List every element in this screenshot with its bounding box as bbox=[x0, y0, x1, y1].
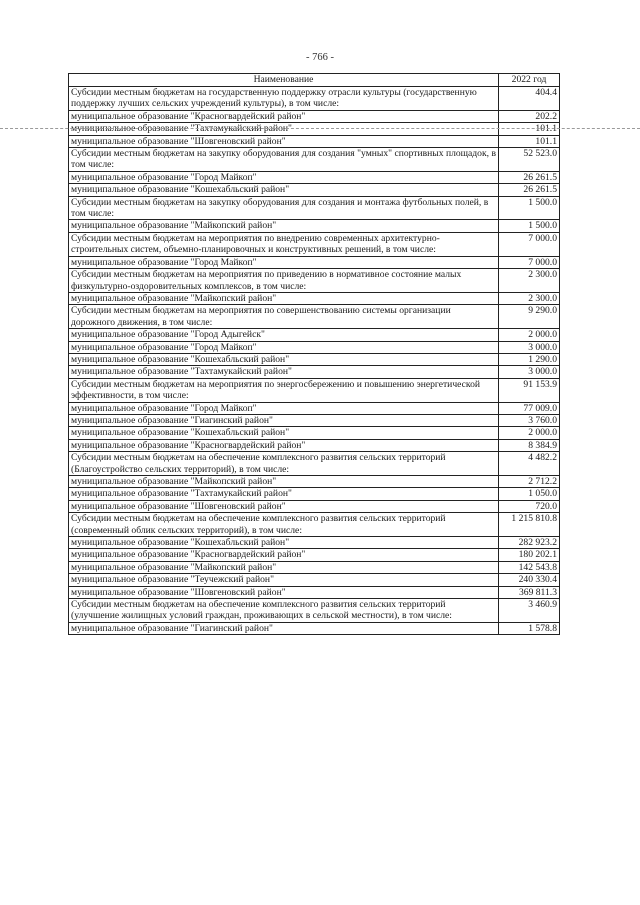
table-body bbox=[69, 87, 560, 635]
table-row bbox=[69, 305, 560, 329]
row-value-cell: 52 523.0 bbox=[499, 148, 560, 172]
table-row bbox=[69, 513, 560, 537]
row-name-cell: муниципальное образование "Майкопский район" bbox=[69, 476, 499, 488]
row-value-cell: 26 261.5 bbox=[499, 171, 560, 183]
table-row bbox=[69, 366, 560, 378]
row-name-cell: муниципальное образование "Майкопский район" bbox=[69, 220, 499, 232]
row-value-cell: 2 300.0 bbox=[499, 269, 560, 293]
table-row bbox=[69, 148, 560, 172]
row-name-cell: муниципальное образование "Майкопский район" bbox=[69, 292, 499, 304]
row-name-cell: муниципальное образование "Гиагинский район" bbox=[69, 622, 499, 634]
row-name-cell: муниципальное образование "Город Майкоп" bbox=[69, 256, 499, 268]
row-value-cell: 240 330.4 bbox=[499, 574, 560, 586]
row-value-cell: 720.0 bbox=[499, 500, 560, 512]
row-value-cell: 3 760.0 bbox=[499, 414, 560, 426]
table-row bbox=[69, 599, 560, 623]
table-row bbox=[69, 427, 560, 439]
row-value-cell: 180 202.1 bbox=[499, 549, 560, 561]
table-row bbox=[69, 269, 560, 293]
row-value-cell: 1 578.8 bbox=[499, 622, 560, 634]
scan-artifact-line bbox=[0, 128, 640, 129]
row-value-cell: 77 009.0 bbox=[499, 402, 560, 414]
row-value-cell: 3 000.0 bbox=[499, 366, 560, 378]
table-row bbox=[69, 341, 560, 353]
table-row bbox=[69, 476, 560, 488]
row-name-cell: Субсидии местным бюджетам на мероприятия по энергосбережению и повышению энергетической эффективности, в том числе: bbox=[69, 378, 499, 402]
row-value-cell: 4 482.2 bbox=[499, 452, 560, 476]
table-row bbox=[69, 561, 560, 573]
table-row bbox=[69, 622, 560, 634]
table-row bbox=[69, 220, 560, 232]
row-value-cell: 26 261.5 bbox=[499, 184, 560, 196]
row-name-cell: муниципальное образование "Кошехабльский район" bbox=[69, 537, 499, 549]
table-row bbox=[69, 292, 560, 304]
row-name-cell: муниципальное образование "Город Майкоп" bbox=[69, 171, 499, 183]
table-row bbox=[69, 135, 560, 147]
row-value-cell: 3 460.9 bbox=[499, 599, 560, 623]
row-name-cell: Субсидии местным бюджетам на закупку оборудования для создания "умных" спортивных площадок, в том числе: bbox=[69, 148, 499, 172]
row-value-cell: 369 811.3 bbox=[499, 586, 560, 598]
row-name-cell: Субсидии местным бюджетам на государственную поддержку отрасли культуры (государственную поддержку лучших сельских учреждений культуры), в том числе: bbox=[69, 87, 499, 111]
row-name-cell: муниципальное образование "Гиагинский район" bbox=[69, 414, 499, 426]
row-value-cell: 202.2 bbox=[499, 110, 560, 122]
row-name-cell: муниципальное образование "Город Майкоп" bbox=[69, 402, 499, 414]
row-value-cell: 2 000.0 bbox=[499, 329, 560, 341]
table-row bbox=[69, 110, 560, 122]
row-name-cell: муниципальное образование "Красногвардейский район" bbox=[69, 549, 499, 561]
row-value-cell: 404.4 bbox=[499, 87, 560, 111]
row-value-cell: 2 712.2 bbox=[499, 476, 560, 488]
row-name-cell: муниципальное образование "Город Адыгейск" bbox=[69, 329, 499, 341]
table-row bbox=[69, 414, 560, 426]
row-name-cell: Субсидии местным бюджетам на обеспечение комплексного развития сельских территорий (улучшение жилищных условий граждан, проживающих в сельской местности), в том числе: bbox=[69, 599, 499, 623]
row-value-cell: 1 050.0 bbox=[499, 488, 560, 500]
row-value-cell: 7 000.0 bbox=[499, 256, 560, 268]
row-name-cell: муниципальное образование "Шовгеновский район" bbox=[69, 500, 499, 512]
table-row bbox=[69, 549, 560, 561]
table-row bbox=[69, 537, 560, 549]
table-header-row bbox=[69, 74, 560, 87]
table-row bbox=[69, 586, 560, 598]
table-row bbox=[69, 256, 560, 268]
row-name-cell: Субсидии местным бюджетам на мероприятия по внедрению современных архитектурно-строительных систем, объемно-планировочных и конструктивных решений, в том числе: bbox=[69, 232, 499, 256]
table-row bbox=[69, 329, 560, 341]
table-row bbox=[69, 184, 560, 196]
row-name-cell: муниципальное образование "Кошехабльский район" bbox=[69, 353, 499, 365]
table-row bbox=[69, 196, 560, 220]
row-name-cell: Субсидии местным бюджетам на обеспечение комплексного развития сельских территорий (современный облик сельских территорий), в том числе: bbox=[69, 513, 499, 537]
row-name-cell: муниципальное образование "Красногвардейский район" bbox=[69, 439, 499, 451]
table-row bbox=[69, 378, 560, 402]
row-value-cell: 8 384.9 bbox=[499, 439, 560, 451]
row-name-cell: муниципальное образование "Майкопский район" bbox=[69, 561, 499, 573]
row-name-cell: муниципальное образование "Красногвардейский район" bbox=[69, 110, 499, 122]
table-row bbox=[69, 171, 560, 183]
page-number: - 766 - bbox=[306, 52, 334, 63]
row-value-cell: 2 000.0 bbox=[499, 427, 560, 439]
row-value-cell: 1 500.0 bbox=[499, 220, 560, 232]
table-row bbox=[69, 232, 560, 256]
table-row bbox=[69, 402, 560, 414]
table-row bbox=[69, 439, 560, 451]
row-value-cell: 2 300.0 bbox=[499, 292, 560, 304]
row-name-cell: муниципальное образование "Шовгеновский район" bbox=[69, 135, 499, 147]
row-name-cell: Субсидии местным бюджетам на закупку оборудования для создания и монтажа футбольных полей, в том числе: bbox=[69, 196, 499, 220]
row-value-cell: 142 543.8 bbox=[499, 561, 560, 573]
row-name-cell: муниципальное образование "Шовгеновский район" bbox=[69, 586, 499, 598]
row-value-cell: 7 000.0 bbox=[499, 232, 560, 256]
table-row bbox=[69, 574, 560, 586]
row-name-cell: муниципальное образование "Тахтамукайский район" bbox=[69, 123, 499, 135]
column-header-name: Наименование bbox=[69, 74, 499, 87]
row-value-cell: 101.1 bbox=[499, 135, 560, 147]
row-value-cell: 101.1 bbox=[499, 123, 560, 135]
row-value-cell: 3 000.0 bbox=[499, 341, 560, 353]
row-value-cell: 282 923.2 bbox=[499, 537, 560, 549]
column-header-year: 2022 год bbox=[499, 74, 560, 87]
row-value-cell: 91 153.9 bbox=[499, 378, 560, 402]
row-value-cell: 9 290.0 bbox=[499, 305, 560, 329]
row-name-cell: муниципальное образование "Тахтамукайский район" bbox=[69, 488, 499, 500]
row-name-cell: муниципальное образование "Тахтамукайский район" bbox=[69, 366, 499, 378]
row-name-cell: муниципальное образование "Кошехабльский район" bbox=[69, 184, 499, 196]
row-name-cell: муниципальное образование "Город Майкоп" bbox=[69, 341, 499, 353]
row-name-cell: Субсидии местным бюджетам на обеспечение комплексного развития сельских территорий (Благоустройство сельских территорий), в том числе: bbox=[69, 452, 499, 476]
budget-table bbox=[68, 73, 560, 635]
row-name-cell: Субсидии местным бюджетам на мероприятия по приведению в нормативное состояние малых физкультурно-оздоровительных комплексов, в том числе: bbox=[69, 269, 499, 293]
table-row bbox=[69, 500, 560, 512]
row-name-cell: Субсидии местным бюджетам на мероприятия по совершенствованию системы организации дорожного движения, в том числе: bbox=[69, 305, 499, 329]
row-value-cell: 1 215 810.8 bbox=[499, 513, 560, 537]
table-row bbox=[69, 353, 560, 365]
table-row bbox=[69, 87, 560, 111]
row-value-cell: 1 500.0 bbox=[499, 196, 560, 220]
row-value-cell: 1 290.0 bbox=[499, 353, 560, 365]
row-name-cell: муниципальное образование "Кошехабльский район" bbox=[69, 427, 499, 439]
table-row bbox=[69, 452, 560, 476]
row-name-cell: муниципальное образование "Теучежский район" bbox=[69, 574, 499, 586]
table-row bbox=[69, 488, 560, 500]
